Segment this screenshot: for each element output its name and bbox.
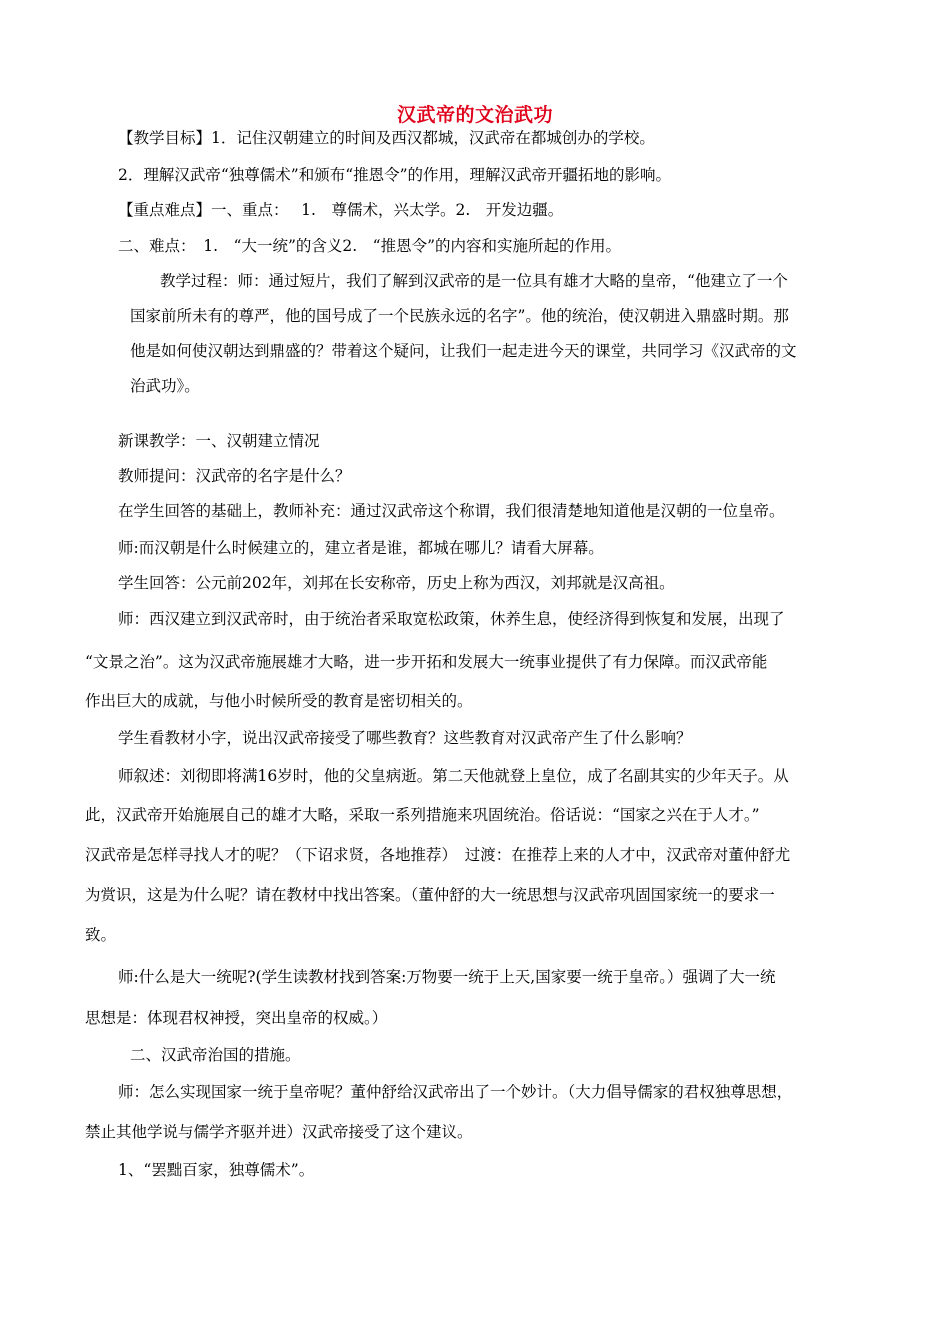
text-line: 二、汉武帝治国的措施。 xyxy=(130,1046,301,1064)
text-line: 为赏识，这是为什么呢？请在教材中找出答案。（董仲舒的大一统思想与汉武帝巩固国家统一的要求一 xyxy=(85,886,775,904)
text-line: 二、难点： 1. “大一统”的含义2. “推恩令”的内容和实施所起的作用。 xyxy=(118,237,622,255)
text-line: 治武功》。 xyxy=(130,377,200,395)
text-line: 思想是：体现君权神授，突出皇帝的权威。） xyxy=(85,1009,388,1027)
text-line: 师：怎么实现国家一统于皇帝呢？董仲舒给汉武帝出了一个妙计。（大力倡导儒家的君权独尊思想， xyxy=(118,1083,793,1101)
document-title: 汉武帝的文治武功 xyxy=(396,104,553,126)
text-line: “文景之治”。这为汉武帝施展雄才大略，进一步开拓和发展大一统事业提供了有力保障。而汉武帝能 xyxy=(85,653,768,671)
text-line: 学生看教材小字，说出汉武帝接受了哪些教育？这些教育对汉武帝产生了什么影响？ xyxy=(118,729,692,747)
text-line: 2．理解汉武帝“独尊儒术”和颁布“推恩令”的作用，理解汉武帝开疆拓地的影响。 xyxy=(118,166,672,184)
text-line: 教学过程：师：通过短片，我们了解到汉武帝的是一位具有雄才大略的皇帝，“他建立了一个 xyxy=(160,272,788,290)
text-line: 师:什么是大一统呢?(学生读教材找到答案:万物要一统于上天,国家要一统于皇帝。）强调了大一统 xyxy=(118,968,776,986)
text-line: 作出巨大的成就，与他小时候所受的教育是密切相关的。 xyxy=(85,692,473,710)
text-line: 教师提问：汉武帝的名字是什么？ xyxy=(118,467,351,485)
text-line: 新课教学：一、汉朝建立情况 xyxy=(118,432,320,450)
text-line: 【重点难点】一、重点： 1. 尊儒术，兴太学。2. 开发边疆。 xyxy=(118,201,564,219)
text-line: 他是如何使汉朝达到鼎盛的？带着这个疑问，让我们一起走进今天的课堂，共同学习《汉武帝的文 xyxy=(130,342,797,360)
text-line: 致。 xyxy=(85,926,117,944)
text-line: 国家前所未有的尊严，他的国号成了一个民族永远的名字”。他的统治，使汉朝进入鼎盛时期。那 xyxy=(130,307,789,325)
text-line: 在学生回答的基础上，教师补充：通过汉武帝这个称谓，我们很清楚地知道他是汉朝的一位皇帝。 xyxy=(118,502,785,520)
text-line: 此，汉武帝开始施展自己的雄才大略，采取一系列措施来巩固统治。俗话说：“国家之兴在于人才。” xyxy=(85,806,760,824)
text-line: 禁止其他学说与儒学齐驱并进）汉武帝接受了这个建议。 xyxy=(85,1123,473,1141)
text-line: 师：西汉建立到汉武帝时，由于统治者采取宽松政策，休养生息，使经济得到恢复和发展，出现了 xyxy=(118,610,785,628)
text-line: 【教学目标】1．记住汉朝建立的时间及西汉都城，汉武帝在都城创办的学校。 xyxy=(118,129,655,147)
text-line: 师叙述：刘彻即将满16岁时，他的父皇病逝。第二天他就登上皇位，成了名副其实的少年天子。从 xyxy=(118,767,789,785)
text-line: 师:而汉朝是什么时候建立的，建立者是谁，都城在哪儿？请看大屏幕。 xyxy=(118,539,604,557)
text-line: 学生回答：公元前202年，刘邦在长安称帝，历史上称为西汉，刘邦就是汉高祖。 xyxy=(118,574,675,592)
text-line: 1、“罢黜百家，独尊儒术”。 xyxy=(118,1161,315,1179)
text-line: 汉武帝是怎样寻找人才的呢？（下诏求贤，各地推荐） 过渡：在推荐上来的人才中，汉武帝对董仲舒尤 xyxy=(85,846,791,864)
